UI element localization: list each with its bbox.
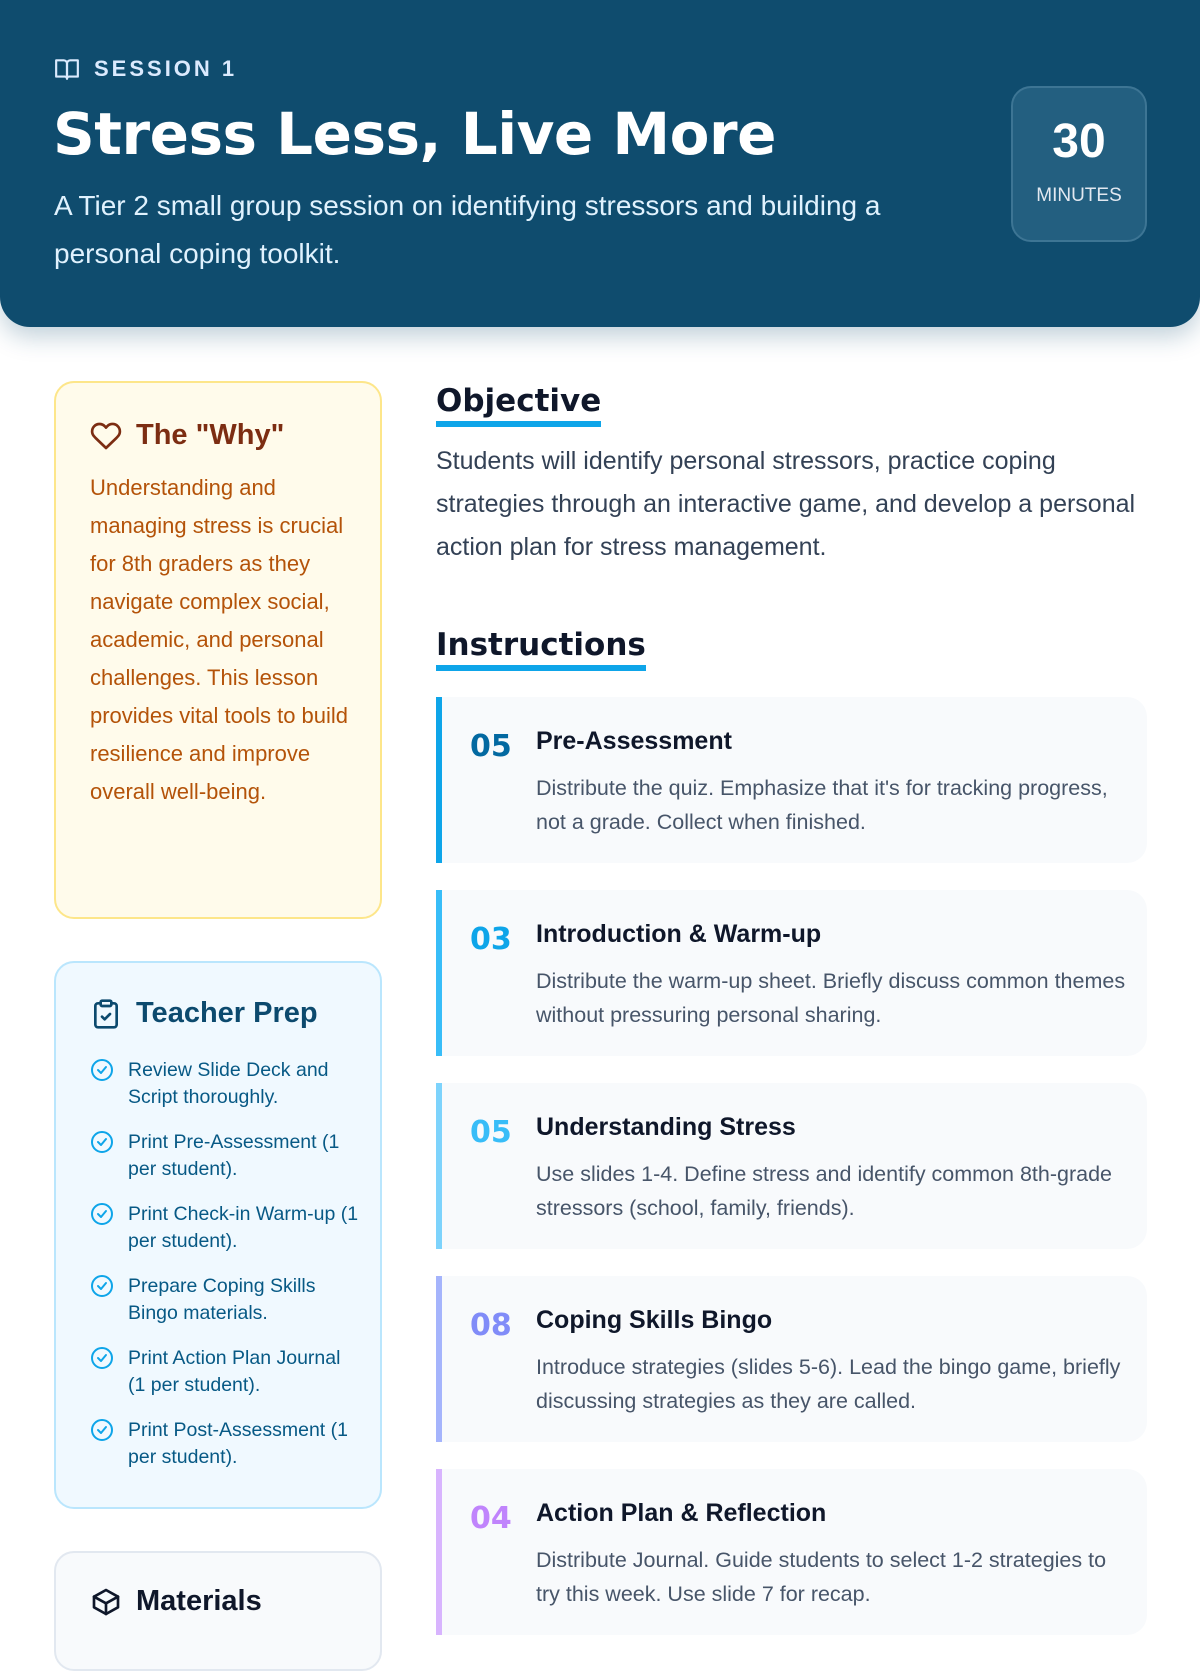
step-description: Distribute the warm-up sheet. Briefly discuss common themes without pressuring personal sharing. <box>536 969 1126 1027</box>
materials-title: Materials <box>136 1585 262 1617</box>
check-circle-icon <box>90 1202 114 1226</box>
prep-item-text: Print Action Plan Journal (1 per student). <box>128 1347 341 1396</box>
book-open-icon <box>54 56 80 82</box>
instruction-step <box>436 1083 1147 1249</box>
step-minutes: 03 <box>470 922 512 957</box>
step-description: Distribute the quiz. Emphasize that it's for tracking progress, not a grade. Collect when finished. <box>536 776 1108 834</box>
instructions-heading: Instructions <box>436 627 646 671</box>
step-title: Pre-Assessment <box>536 727 732 755</box>
step-title: Understanding Stress <box>536 1113 796 1141</box>
teacher-prep-title: Teacher Prep <box>136 997 318 1029</box>
duration-badge <box>1011 86 1147 242</box>
teacher-prep-list <box>90 1057 360 1489</box>
prep-item-text: Print Post-Assessment (1 per student). <box>128 1419 348 1468</box>
materials-header <box>90 1585 262 1618</box>
session-label: SESSION 1 <box>94 56 238 81</box>
step-title: Coping Skills Bingo <box>536 1306 773 1334</box>
package-icon <box>90 1586 122 1618</box>
prep-item <box>90 1273 360 1326</box>
why-card-title: The "Why" <box>136 419 285 451</box>
prep-item <box>90 1201 360 1254</box>
step-description: Introduce strategies (slides 5-6). Lead the bingo game, briefly discussing strategies as they are called. <box>536 1355 1121 1413</box>
page-title: Stress Less, Live More <box>53 100 776 168</box>
prep-item <box>90 1129 360 1182</box>
clipboard-check-icon <box>90 998 122 1030</box>
check-circle-icon <box>90 1346 114 1370</box>
teacher-prep-card <box>54 961 382 1509</box>
check-circle-icon <box>90 1418 114 1442</box>
teacher-prep-header <box>90 997 318 1030</box>
why-card-text: Understanding and managing stress is crucial for 8th graders as they navigate complex social, academic, and personal challenges. This lesson provides vital tools to build resilience and improve overall well-being. <box>90 475 349 804</box>
check-circle-icon <box>90 1130 114 1154</box>
materials-card <box>54 1551 382 1671</box>
objective-text: Students will identify personal stressors, practice coping strategies through an interactive game, and develop a personal action plan for stress management. <box>436 447 1136 561</box>
check-circle-icon <box>90 1058 114 1082</box>
step-minutes: 05 <box>470 1115 512 1150</box>
instruction-step <box>436 697 1147 863</box>
instruction-step <box>436 1469 1147 1635</box>
check-circle-icon <box>90 1274 114 1298</box>
objective-heading: Objective <box>436 383 601 427</box>
page-subtitle: A Tier 2 small group session on identifying stressors and building a personal coping toolkit. <box>54 190 881 269</box>
step-description: Use slides 1-4. Define stress and identify common 8th-grade stressors (school, family, friends). <box>536 1162 1112 1220</box>
prep-item <box>90 1057 360 1110</box>
prep-item-text: Print Pre-Assessment (1 per student). <box>128 1131 340 1180</box>
step-minutes: 08 <box>470 1308 512 1343</box>
prep-item-text: Prepare Coping Skills Bingo materials. <box>128 1275 316 1324</box>
prep-item-text: Print Check-in Warm-up (1 per student). <box>128 1203 359 1252</box>
duration-value: 30 <box>1052 115 1106 168</box>
why-card-header <box>90 419 284 452</box>
heart-icon <box>90 420 122 452</box>
prep-item-text: Review Slide Deck and Script thoroughly. <box>128 1059 329 1108</box>
instruction-step <box>436 890 1147 1056</box>
session-label-row <box>54 56 237 82</box>
prep-item <box>90 1417 360 1470</box>
duration-unit: MINUTES <box>1036 185 1122 206</box>
step-minutes: 04 <box>470 1501 512 1536</box>
why-card <box>54 381 382 919</box>
step-description: Distribute Journal. Guide students to select 1-2 strategies to try this week. Use slide 7 for recap. <box>536 1548 1107 1606</box>
step-title: Action Plan & Reflection <box>536 1499 827 1527</box>
step-minutes: 05 <box>470 729 512 764</box>
instruction-step <box>436 1276 1147 1442</box>
prep-item <box>90 1345 360 1398</box>
session-header <box>0 0 1200 327</box>
step-title: Introduction & Warm-up <box>536 920 822 948</box>
